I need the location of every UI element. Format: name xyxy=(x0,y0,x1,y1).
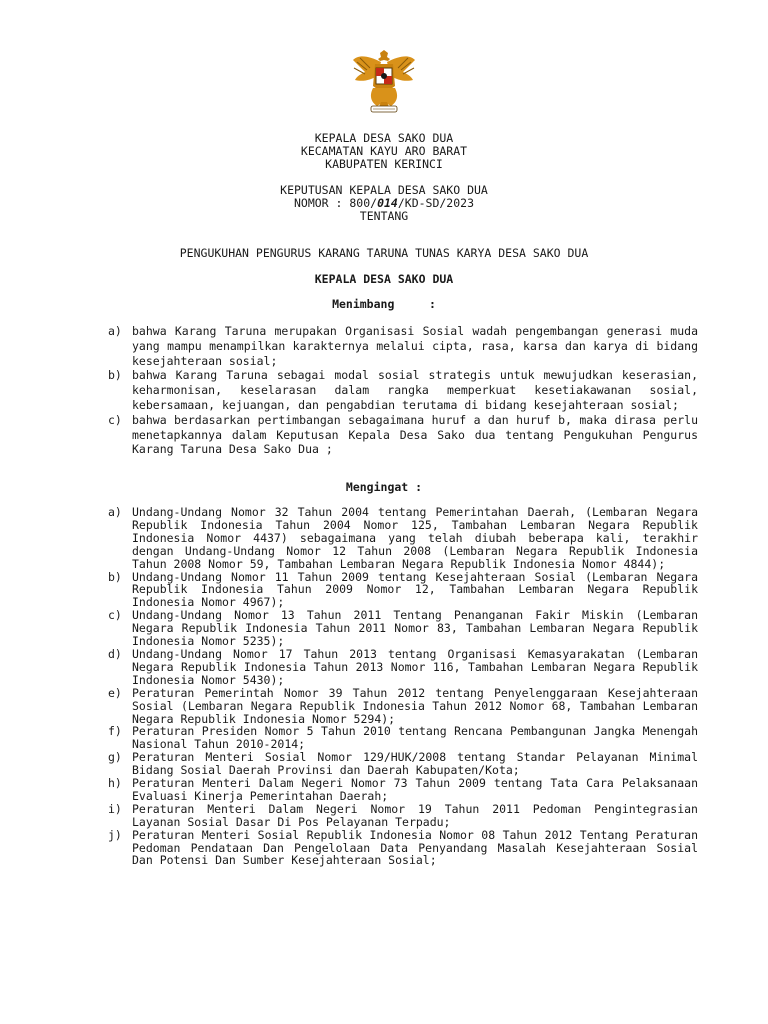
authority-heading: KEPALA DESA SAKO DUA xyxy=(314,272,454,286)
list-text: bahwa berdasarkan pertimbangan sebagaimana huruf a dan huruf b, maka dirasa perlu menetapkannya dalam Keputusan Kepala Desa Sako dua tentang Pengukuhan Pengurus Karang Taruna Desa Sako Dua ; xyxy=(132,412,698,457)
menimbang-heading: Menimbang : xyxy=(332,297,436,311)
list-marker: j) xyxy=(108,827,122,842)
office-name: KEPALA DESA SAKO DUA xyxy=(314,131,454,145)
list-marker: i) xyxy=(108,801,122,816)
list-text: bahwa Karang Taruna sebagai modal sosial strategis untuk mewujudkan keserasian, keharmonisan, keselarasan dalam rangka memperkuat kesetiakawanan sosial, kebersamaan, kejuangan, dan pengabdian terutama di bidang kesejahteraan sosial; xyxy=(132,368,698,412)
regency-name: KABUPATEN KERINCI xyxy=(325,157,443,171)
list-item xyxy=(108,368,698,412)
garuda-pancasila-emblem xyxy=(351,46,417,118)
list-item xyxy=(108,324,698,368)
list-text: Peraturan Menteri Sosial Republik Indonesia Nomor 08 Tahun 2012 Tentang Peraturan Pedoman Pendataan Dan Pengelolaan Data Penyandang Masalah Kesejahteraan Sosial Dan Potensi Dan Sumber Kesejahteraan Sosial; xyxy=(132,827,698,868)
list-marker: a) xyxy=(108,324,122,338)
list-item xyxy=(108,777,698,803)
mengingat-heading: Mengingat : xyxy=(345,480,423,494)
list-text: Undang-Undang Nomor 32 Tahun 2004 tentang Pemerintahan Daerah, (Lembaran Negara Republik Indonesia Tahun 2004 Nomor 125, Tambahan Lembaran Negara Republik Indonesia Nomor 4437) sebagaimana yang telah diubah beberapa kali, terakhir dengan Undang-Undang Nomor 12 Tahun 2008 (Lembaran Negara Republik Indonesia Tahun 2008 Nomor 59, Tambahan Lembaran Negara Republik Indonesia Nomor 4844); xyxy=(132,505,698,571)
list-item xyxy=(108,609,698,648)
about-label: TENTANG xyxy=(359,209,409,223)
list-item xyxy=(108,751,698,777)
number-prefix: NOMOR : 800/ xyxy=(293,196,378,210)
list-marker: c) xyxy=(108,608,122,623)
decree-subject: PENGUKUHAN PENGURUS KARANG TARUNA TUNAS KARYA DESA SAKO DUA xyxy=(179,246,589,260)
list-marker: d) xyxy=(108,646,122,661)
decree-title: KEPUTUSAN KEPALA DESA SAKO DUA xyxy=(280,183,488,197)
list-item xyxy=(108,648,698,687)
list-marker: h) xyxy=(108,776,122,791)
list-text: Peraturan Menteri Dalam Negeri Nomor 19 Tahun 2011 Pedoman Pengintegrasian Layanan Sosial Dasar Di Pos Pelayanan Terpadu; xyxy=(132,801,698,829)
mengingat-list xyxy=(108,506,698,867)
list-marker: f) xyxy=(108,724,122,739)
list-text: bahwa Karang Taruna merupakan Organisasi Sosial wadah pengembangan generasi muda yang mampu menampilkan karakternya melalui cipta, rasa, karsa dan karya di bidang kesejahteraan sosial; xyxy=(132,324,698,368)
list-item xyxy=(108,571,698,610)
list-text: Undang-Undang Nomor 11 Tahun 2009 tentang Kesejahteraan Sosial (Lembaran Negara Republik Indonesia Tahun 2009 Nomor 12, Tambahan Lembaran Negara Republik Indonesia Nomor 4967); xyxy=(132,569,698,610)
list-text: Peraturan Menteri Sosial Nomor 129/HUK/2008 tentang Standar Pelayanan Minimal Bidang Sosial Daerah Provinsi dan Daerah Kabupaten/Kota; xyxy=(132,750,698,778)
menimbang-list xyxy=(108,324,698,457)
list-text: Undang-Undang Nomor 13 Tahun 2011 Tentang Penanganan Fakir Miskin (Lembaran Negara Republik Indonesia Tahun 2011 Nomor 83, Tambahan Lembaran Negara Republik Indonesia Nomor 5235); xyxy=(132,608,698,649)
number-suffix: /KD-SD/2023 xyxy=(397,196,475,210)
list-item xyxy=(108,506,698,571)
list-marker: g) xyxy=(108,750,122,765)
number-bold: 014 xyxy=(377,196,398,210)
list-item xyxy=(108,687,698,726)
list-text: Undang-Undang Nomor 17 Tahun 2013 tentang Organisasi Kemasyarakatan (Lembaran Negara Republik Indonesia Tahun 2013 Nomor 116, Tambahan Lembaran Negara Republik Indonesia Nomor 5430); xyxy=(132,646,698,687)
list-item xyxy=(108,803,698,829)
list-text: Peraturan Presiden Nomor 5 Tahun 2010 tentang Rencana Pembangunan Jangka Menengah Nasional Tahun 2010-2014; xyxy=(132,724,698,752)
list-text: Peraturan Menteri Dalam Negeri Nomor 73 Tahun 2009 tentang Tata Cara Pelaksanaan Evaluasi Kinerja Pemerintahan Daerah; xyxy=(132,776,698,803)
list-marker: b) xyxy=(108,368,122,383)
list-item xyxy=(108,829,698,868)
list-text: Peraturan Pemerintah Nomor 39 Tahun 2012 tentang Penyelenggaraan Kesejahteraan Sosial (Lembaran Negara Republik Indonesia Tahun 2012 Nomor 68, Tambahan Lembaran Negara Republik Indonesia Nomor 5294); xyxy=(132,685,698,726)
list-item xyxy=(108,413,698,457)
list-item xyxy=(108,725,698,751)
list-marker: c) xyxy=(108,412,122,427)
district-name: KECAMATAN KAYU ARO BARAT xyxy=(300,144,468,158)
list-marker: b) xyxy=(108,569,122,584)
decree-number xyxy=(0,197,768,210)
list-marker: e) xyxy=(108,685,122,700)
list-marker: a) xyxy=(108,505,122,519)
